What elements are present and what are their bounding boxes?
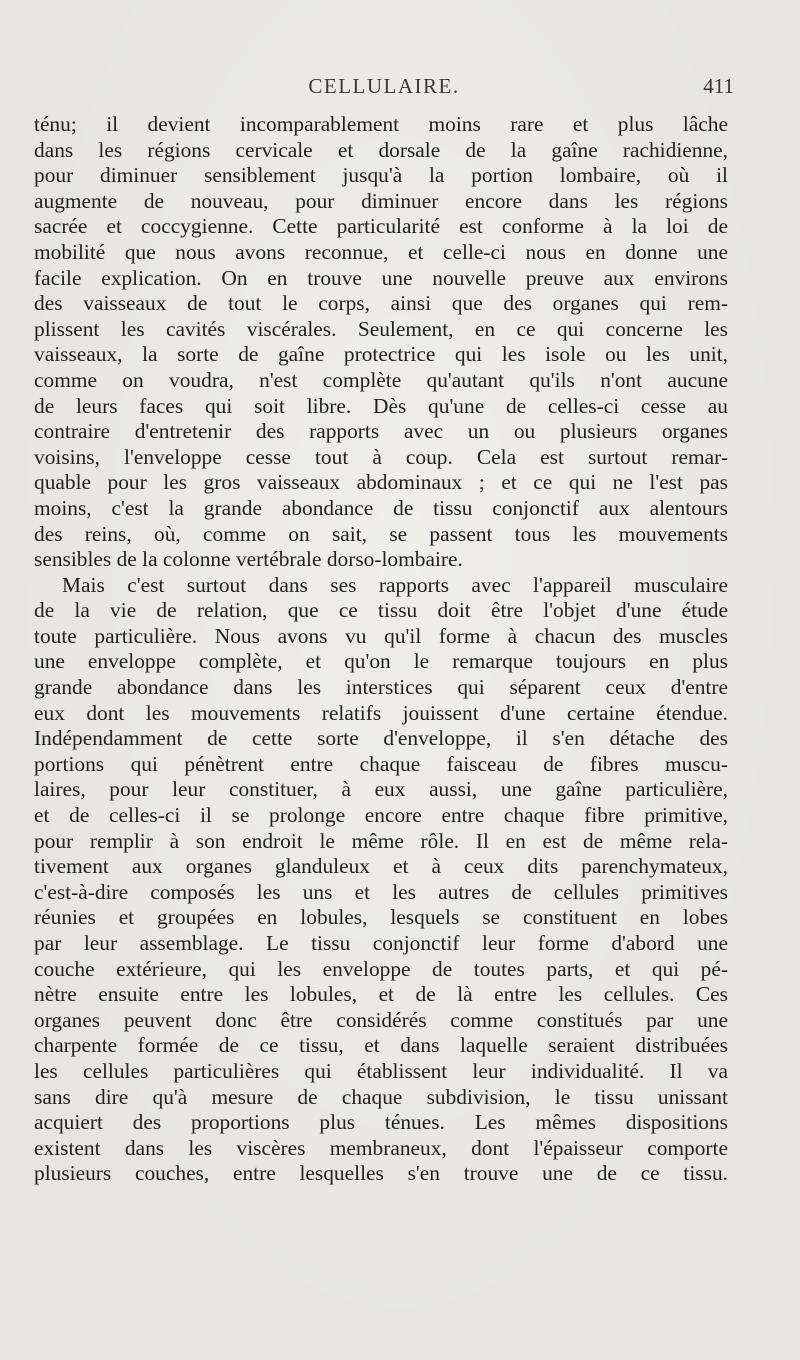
text-line: et de celles-ci il se prolonge encore entre chaque fibre primitive, bbox=[34, 803, 728, 828]
text-line: pour diminuer sensiblement jusqu'à la portion lombaire, où il bbox=[34, 163, 728, 188]
text-line: sacrée et coccygienne. Cette particularité est conforme à la loi de bbox=[34, 214, 728, 239]
text-line: couche extérieure, qui les enveloppe de toutes parts, et qui pé- bbox=[34, 956, 728, 981]
text-line: toute particulière. Nous avons vu qu'il forme à chacun des muscles bbox=[34, 623, 728, 648]
text-line: moins, c'est la grande abondance de tissu conjonctif aux alentours bbox=[34, 495, 728, 520]
text-line: c'est-à-dire composés les uns et les autres de cellules primitives bbox=[34, 879, 728, 904]
text-line: facile explication. On en trouve une nouvelle preuve aux environs bbox=[34, 265, 728, 290]
text-line: eux dont les mouvements relatifs jouissent d'une certaine étendue. bbox=[34, 700, 728, 725]
text-line: par leur assemblage. Le tissu conjonctif leur forme d'abord une bbox=[34, 931, 728, 955]
running-head bbox=[34, 74, 734, 100]
text-line: contraire d'entretenir des rapports avec un ou plusieurs organes bbox=[34, 419, 728, 444]
text-line: vaisseaux, la sorte de gaîne protectrice qui les isole ou les unit, bbox=[34, 342, 728, 367]
text-line: laires, pour leur constituer, à eux aussi, une gaîne particulière, bbox=[34, 777, 728, 802]
text-line: acquiert des proportions plus ténues. Les mêmes dispositions bbox=[34, 1110, 728, 1135]
text-line: Indépendamment de cette sorte d'enveloppe, il s'en détache des bbox=[34, 726, 728, 751]
paragraph-last-line: sensibles de la colonne vertébrale dorso-lombaire. bbox=[34, 547, 463, 572]
text-line: portions qui pénètrent entre chaque faisceau de fibres muscu- bbox=[34, 751, 728, 776]
text-line: dans les régions cervicale et dorsale de la gaîne rachidienne, bbox=[34, 137, 728, 162]
text-line: plusieurs couches, entre lesquelles s'en trouve une de ce tissu. bbox=[34, 1161, 728, 1186]
text-line: des reins, où, comme on sait, se passent tous les mouvements bbox=[34, 521, 728, 546]
text-line: de la vie de relation, que ce tissu doit être l'objet d'une étude bbox=[34, 598, 728, 623]
text-line: des vaisseaux de tout le corps, ainsi que des organes qui rem- bbox=[34, 291, 728, 316]
text-line: comme on voudra, n'est complète qu'autant qu'ils n'ont aucune bbox=[34, 367, 728, 392]
text-line: sans dire qu'à mesure de chaque subdivision, le tissu unissant bbox=[34, 1084, 728, 1109]
text-line: existent dans les viscères membraneux, dont l'épaisseur comporte bbox=[34, 1135, 728, 1160]
text-line: nètre ensuite entre les lobules, et de là entre les cellules. Ces bbox=[34, 982, 728, 1007]
text-line: mobilité que nous avons reconnue, et celle-ci nous en donne une bbox=[34, 239, 728, 264]
text-line: pour remplir à son endroit le même rôle. Il en est de même rela- bbox=[34, 828, 728, 853]
running-title: CELLULAIRE. bbox=[308, 74, 460, 98]
text-line: réunies et groupées en lobules, lesquels se constituent en lobes bbox=[34, 905, 728, 930]
text-line: organes peuvent donc être considérés comme constitués par une bbox=[34, 1007, 728, 1032]
text-line: de leurs faces qui soit libre. Dès qu'une de celles-ci cesse au bbox=[34, 393, 728, 418]
text-line: les cellules particulières qui établissent leur individualité. Il va bbox=[34, 1058, 728, 1083]
text-line: une enveloppe complète, et qu'on le remarque toujours en plus bbox=[34, 649, 728, 674]
text-line: voisins, l'enveloppe cesse tout à coup. Cela est surtout remar- bbox=[34, 444, 728, 469]
text-line: grande abondance dans les interstices qui séparent ceux d'entre bbox=[34, 675, 728, 700]
text-line: ténu; il devient incomparablement moins rare et plus lâche bbox=[34, 112, 728, 136]
page-number: 411 bbox=[703, 74, 734, 98]
text-line: augmente de nouveau, pour diminuer encore dans les régions bbox=[34, 188, 728, 213]
text-line: plissent les cavités viscérales. Seulement, en ce qui concerne les bbox=[34, 316, 728, 341]
text-line: tivement aux organes glanduleux et à ceux dits parenchymateux, bbox=[34, 854, 728, 879]
text-line: quable pour les gros vaisseaux abdominaux ; et ce qui ne l'est pas bbox=[34, 470, 728, 495]
paragraph-first-line: Mais c'est surtout dans ses rapports avec l'appareil musculaire bbox=[62, 572, 728, 597]
body-text bbox=[34, 112, 728, 1187]
text-line: charpente formée de ce tissu, et dans laquelle seraient distribuées bbox=[34, 1033, 728, 1058]
